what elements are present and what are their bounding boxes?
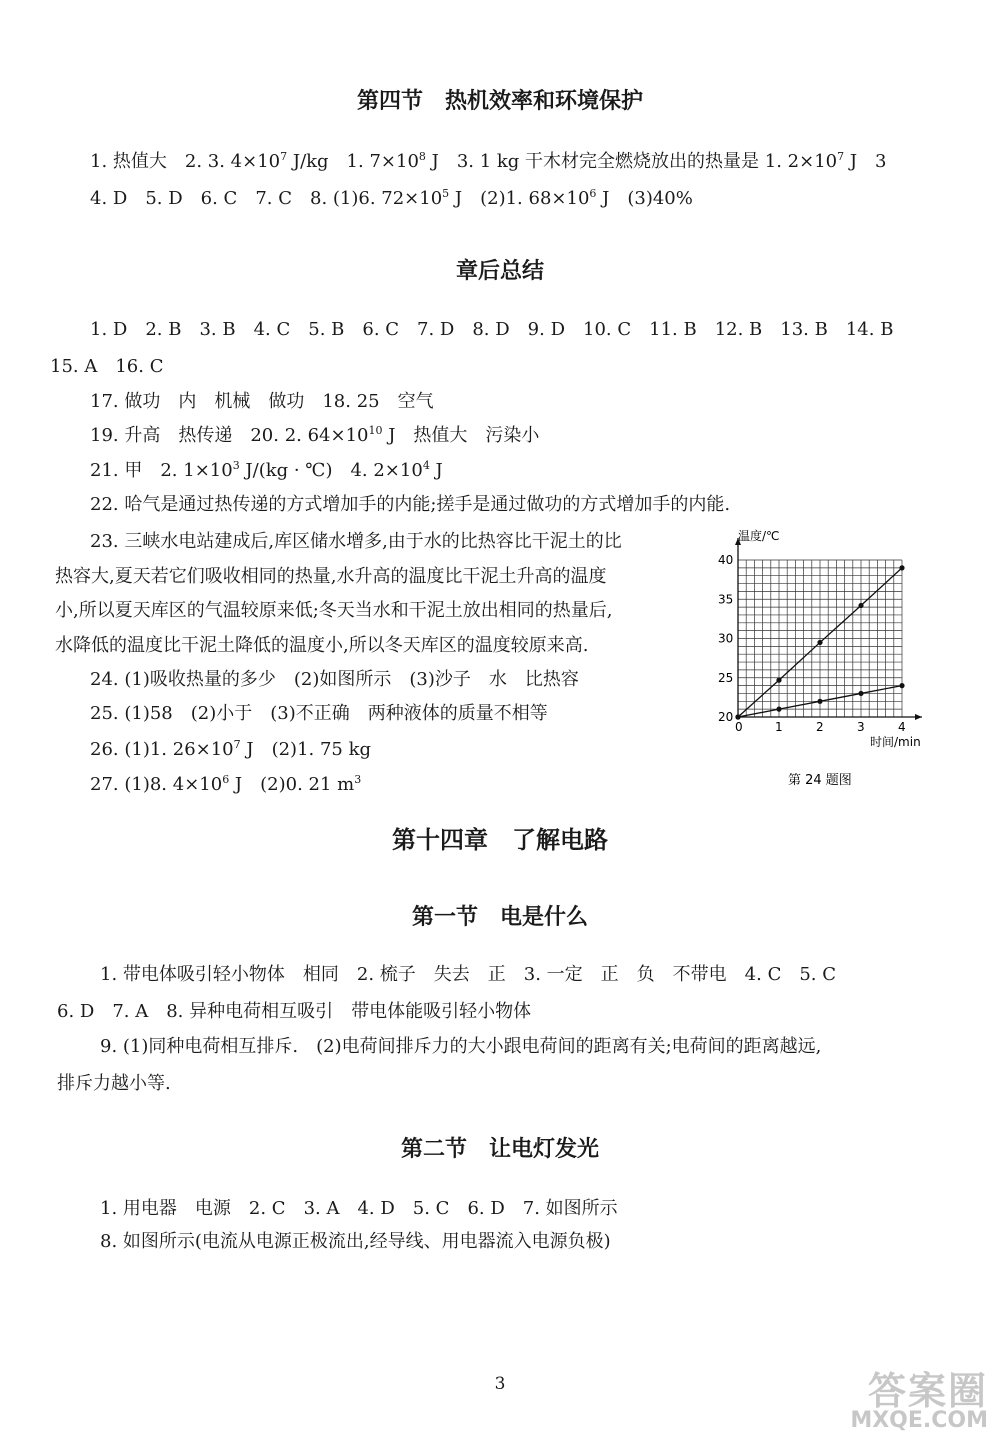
section-heading: 第二节 让电灯发光 xyxy=(400,1137,599,1162)
section-heading: 第四节 热机效率和环境保护 xyxy=(356,89,643,114)
series-point xyxy=(776,678,781,683)
answer-line: 排斥力越小等. xyxy=(57,1073,171,1094)
answer-line: 25. (1)58 (2)小于 (3)不正确 两种液体的质量不相等 xyxy=(90,703,548,724)
y-tick-label: 20 xyxy=(718,710,734,724)
chart-caption: 第 24 题图 xyxy=(788,773,852,788)
section-heading: 章后总结 xyxy=(455,259,544,284)
series-point xyxy=(899,565,904,570)
x-tick-label: 1 xyxy=(775,720,783,734)
series-point xyxy=(735,714,740,719)
series-point xyxy=(776,707,781,712)
page-number: 3 xyxy=(494,1374,506,1394)
x-tick-label: 4 xyxy=(898,720,906,734)
chapter-heading: 第十四章 了解电路 xyxy=(392,826,608,854)
x-tick-label: 3 xyxy=(857,720,865,734)
answer-line: 1. D 2. B 3. B 4. C 5. B 6. C 7. D 8. D 9. D 10. C 11. B 12. B 13. B 14. B xyxy=(90,319,894,340)
x-tick-label: 0 xyxy=(735,720,743,734)
answer-line: 1. 热值大 2. 3. $4\times 10^7$ J/kg 1. $7\times 10^8$ J 3. 1 kg 干木材完全燃烧放出的热量是 1. $2\times 10^7$ J 3 xyxy=(90,150,887,172)
series-point xyxy=(899,683,904,688)
answer-line: 15. A 16. C xyxy=(50,356,164,377)
answer-line: 1. 用电器 电源 2. C 3. A 4. D 5. C 6. D 7. 如图所示 xyxy=(100,1198,618,1219)
answer-line: 17. 做功 内 机械 做功 18. 25 空气 xyxy=(90,391,434,412)
y-tick-label: 35 xyxy=(718,592,734,607)
series-point xyxy=(817,699,822,704)
x-axis-label: 时间/min xyxy=(870,735,921,749)
series-point xyxy=(858,603,863,608)
series-point xyxy=(817,640,822,645)
answer-line: 22. 哈气是通过热传递的方式增加手的内能;搓手是通过做功的方式增加手的内能. xyxy=(90,494,731,515)
answer-line: 6. D 7. A 8. 异种电荷相互吸引 带电体能吸引轻小物体 xyxy=(57,1001,532,1022)
section-heading: 第一节 电是什么 xyxy=(411,905,588,930)
chart-grid xyxy=(738,560,902,717)
x-tick-label: 2 xyxy=(816,720,824,734)
answer-line: 23. 三峡水电站建成后,库区储水增多,由于水的比热容比干泥土的比 xyxy=(90,531,622,552)
temperature-time-chart xyxy=(710,522,945,807)
watermark-logo: 答案圈 xyxy=(867,1369,988,1413)
y-tick-label: 25 xyxy=(718,670,734,685)
answer-line: 小,所以夏天库区的气温较原来低;冬天当水和干泥土放出相同的热量后, xyxy=(55,600,613,621)
answer-line: 24. (1)吸收热量的多少 (2)如图所示 (3)沙子 水 比热容 xyxy=(90,669,579,690)
answer-line: 19. 升高 热传递 20. 2. $64\times 10^{10}$ J 热值大 污染小 xyxy=(90,424,540,446)
answer-line: 26. (1)1. $26\times 10^7$ J (2)1. 75 kg xyxy=(90,738,372,760)
answer-line: 水降低的温度比干泥土降低的温度小,所以冬天库区的温度较原来高. xyxy=(55,635,589,656)
answer-line: 27. (1)8. $4\times 10^6$ J (2)0. 21 $m^3$ xyxy=(90,773,362,795)
answer-line: 21. 甲 2. $1\times 10^3$ J/(kg · ℃) 4. $2\times 10^4$ J xyxy=(90,459,443,481)
series-point xyxy=(858,691,863,696)
y-tick-label: 30 xyxy=(718,631,734,646)
watermark xyxy=(842,1360,992,1436)
y-axis-label: 温度/℃ xyxy=(738,529,780,543)
answer-line: 4. D 5. D 6. C 7. C 8. (1)6. $72\times 10^5$ J (2)1. $68\times 10^6$ J (3)40% xyxy=(90,187,693,209)
x-axis-arrow xyxy=(915,714,922,720)
answer-line: 9. (1)同种电荷相互排斥. (2)电荷间排斥力的大小跟电荷间的距离有关;电荷间的距离越远, xyxy=(100,1036,822,1057)
watermark-url: MXQE.COM xyxy=(850,1408,988,1433)
y-tick-label: 40 xyxy=(718,553,734,567)
answer-line: 8. 如图所示(电流从电源正极流出,经导线、用电器流入电源负极) xyxy=(100,1231,611,1252)
answer-line: 1. 带电体吸引轻小物体 相同 2. 梳子 失去 正 3. 一定 正 负 不带电 4. C 5. C xyxy=(100,964,837,985)
answer-line: 热容大,夏天若它们吸收相同的热量,水升高的温度比干泥土升高的温度 xyxy=(55,566,607,587)
